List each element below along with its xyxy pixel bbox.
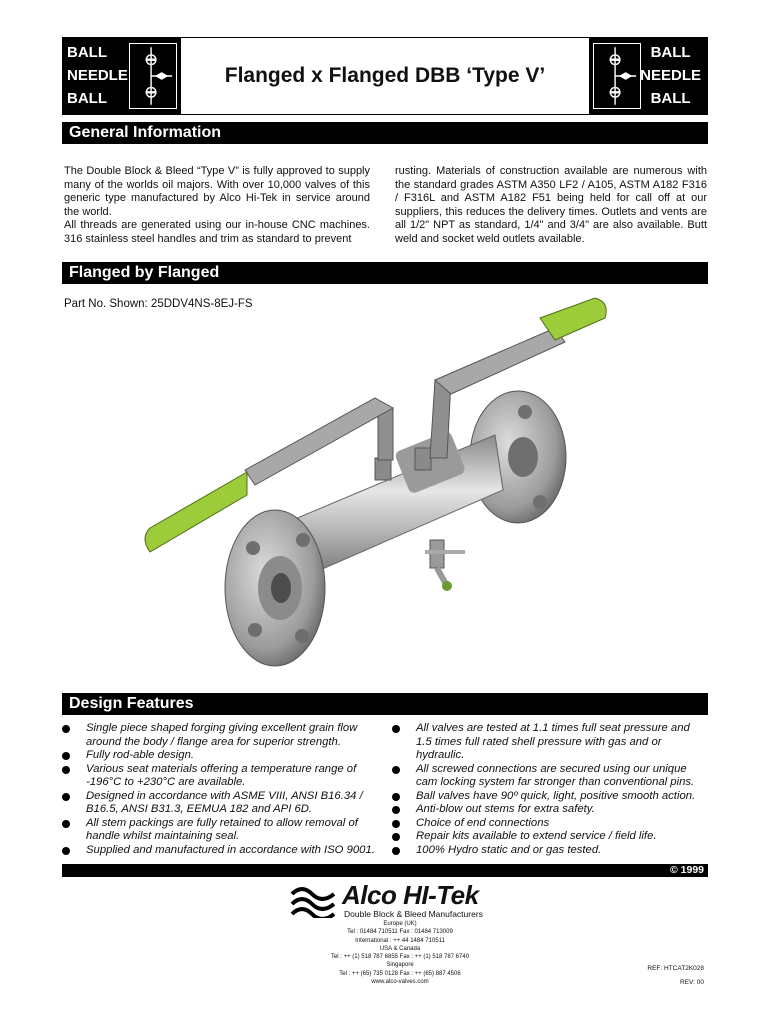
contact-details: [300, 920, 500, 986]
part-number: Part No. Shown: 25DDV4NS-8EJ-FS: [64, 298, 253, 310]
bullet-icon: [392, 820, 400, 828]
bullet-icon: [392, 793, 400, 801]
bullet-icon: [392, 833, 400, 841]
feature-item: [392, 790, 708, 804]
bullet-icon: [62, 793, 70, 801]
contact-line: www.alco-valves.com: [371, 979, 429, 986]
feature-item: [392, 722, 708, 763]
header-word: NEEDLE: [67, 67, 128, 84]
contact-line: Europe (UK): [383, 921, 417, 927]
header-word: BALL: [650, 44, 691, 61]
general-info-paragraph: The Double Block & Bleed “Type V” is fully approved to supply many of the worlds oil majors. With over 10,000 valves of this generic type manufactured by Alco Hi-Tek in service around the world.: [64, 165, 370, 218]
general-info-col1: [64, 165, 370, 246]
feature-item: [62, 844, 380, 858]
general-info-paragraph: All threads are generated using our in-house CNC machines. 316 stainless steel handles and trim as standard to prevent: [64, 219, 370, 245]
general-info-paragraph: rusting. Materials of construction available are numerous with the standard grades ASTM A350 LF2 / A105, ASTM A182 F316 / F316L and ASTM A182 F51 being held for call off at our suppliers, this reduces the delivery times. Outlets and vents are all 1/2" NPT as standard, 1/4" and 3/4" are also available. Butt weld and socket weld outlets available.: [395, 165, 707, 245]
feature-text: Anti-blow out stems for extra safety.: [416, 803, 595, 815]
revision-number: REV: 00: [680, 979, 704, 986]
bullet-icon: [392, 806, 400, 814]
feature-text: Various seat materials offering a temperature range of -196°C to +230°C are available.: [86, 762, 357, 788]
feature-item: [392, 763, 708, 790]
contact-line: USA & Canada: [379, 945, 421, 952]
feature-text: Ball valves have 90º quick, light, positive smooth action.: [416, 789, 696, 802]
footer-rule: [62, 864, 708, 877]
header-left-badge: [63, 38, 181, 114]
contact-line: International : ++ 44 1484 710511: [355, 937, 445, 944]
bullet-icon: [392, 725, 400, 733]
header-word: BALL: [650, 90, 691, 107]
contact-line: Tel : ++ (1) 518 787 6855 Fax : ++ (1) 518 787 6740: [330, 954, 470, 961]
section-heading-general: General Information: [62, 122, 708, 144]
company-logo: [290, 880, 490, 920]
section-heading-flanged: Flanged by Flanged: [62, 262, 708, 284]
header-banner: [62, 37, 708, 115]
bullet-icon: [62, 766, 70, 774]
feature-text: All stem packings are fully retained to allow removal of handle whilst maintaining seal.: [86, 816, 358, 842]
section-heading-design: Design Features: [62, 693, 708, 715]
contact-line: Singapore: [386, 962, 414, 969]
logo-name: Alco HI-Tek: [342, 880, 479, 910]
valve-symbol-icon: [129, 43, 177, 109]
feature-item: [62, 749, 380, 763]
features-list-left: [62, 722, 380, 857]
feature-item: [62, 763, 380, 790]
header-word: BALL: [67, 44, 107, 61]
valve-photo: [135, 290, 615, 680]
feature-text: All screwed connections are secured using our unique cam locking system far stronger than conventional pins.: [416, 762, 695, 788]
valve-symbol-icon: [593, 43, 641, 109]
header-left-words: [67, 41, 128, 110]
wave-logo-icon: [290, 884, 336, 918]
feature-item: [62, 722, 380, 749]
bullet-icon: [62, 752, 70, 760]
feature-item: [392, 817, 708, 831]
copyright-notice: © 1999: [669, 864, 704, 876]
feature-text: Fully rod-able design.: [86, 749, 195, 761]
feature-item: [392, 830, 708, 844]
feature-text: Single piece shaped forging giving excellent grain flow around the body / flange area for superior strength.: [86, 722, 358, 748]
header-right-badge: [589, 38, 707, 114]
feature-text: Designed in accordance with ASME VIII, ANSI B16.34 / B16.5, ANSI B31.3, EEMUA 182 and API 6D.: [86, 789, 363, 815]
bullet-icon: [62, 725, 70, 733]
feature-item: [62, 817, 380, 844]
contact-line: Tel : ++ (65) 735 0128 Fax : ++ (65) 887 4506: [339, 970, 461, 977]
header-word: BALL: [67, 90, 107, 107]
bullet-icon: [392, 766, 400, 774]
feature-text: All valves are tested at 1.1 times full seat pressure and 1.5 times full rated shell pressure with gas and or hydraulic.: [416, 722, 690, 761]
bullet-icon: [62, 847, 70, 855]
bullet-icon: [62, 820, 70, 828]
header-word: NEEDLE: [640, 67, 701, 84]
feature-item: [392, 803, 708, 817]
reference-code: REF: HTCAT2K028: [647, 965, 704, 972]
page-title: Flanged x Flanged DBB ‘Type V’: [224, 64, 546, 87]
features-list-right: [392, 722, 708, 857]
bullet-icon: [392, 847, 400, 855]
feature-text: Supplied and manufactured in accordance with ISO 9001.: [86, 843, 375, 856]
contact-line: Tel : 01484 710511 Fax : 01484 713009: [347, 929, 453, 936]
header-right-words: [640, 41, 701, 110]
feature-text: Repair kits available to extend service / field life.: [416, 830, 657, 842]
feature-item: [62, 790, 380, 817]
general-info-col2: [395, 165, 707, 246]
feature-text: 100% Hydro static and or gas tested.: [416, 843, 602, 856]
logo-subtitle: Double Block & Bleed Manufacturers: [344, 909, 483, 919]
feature-text: Choice of end connections: [416, 816, 550, 829]
feature-item: [392, 844, 708, 858]
